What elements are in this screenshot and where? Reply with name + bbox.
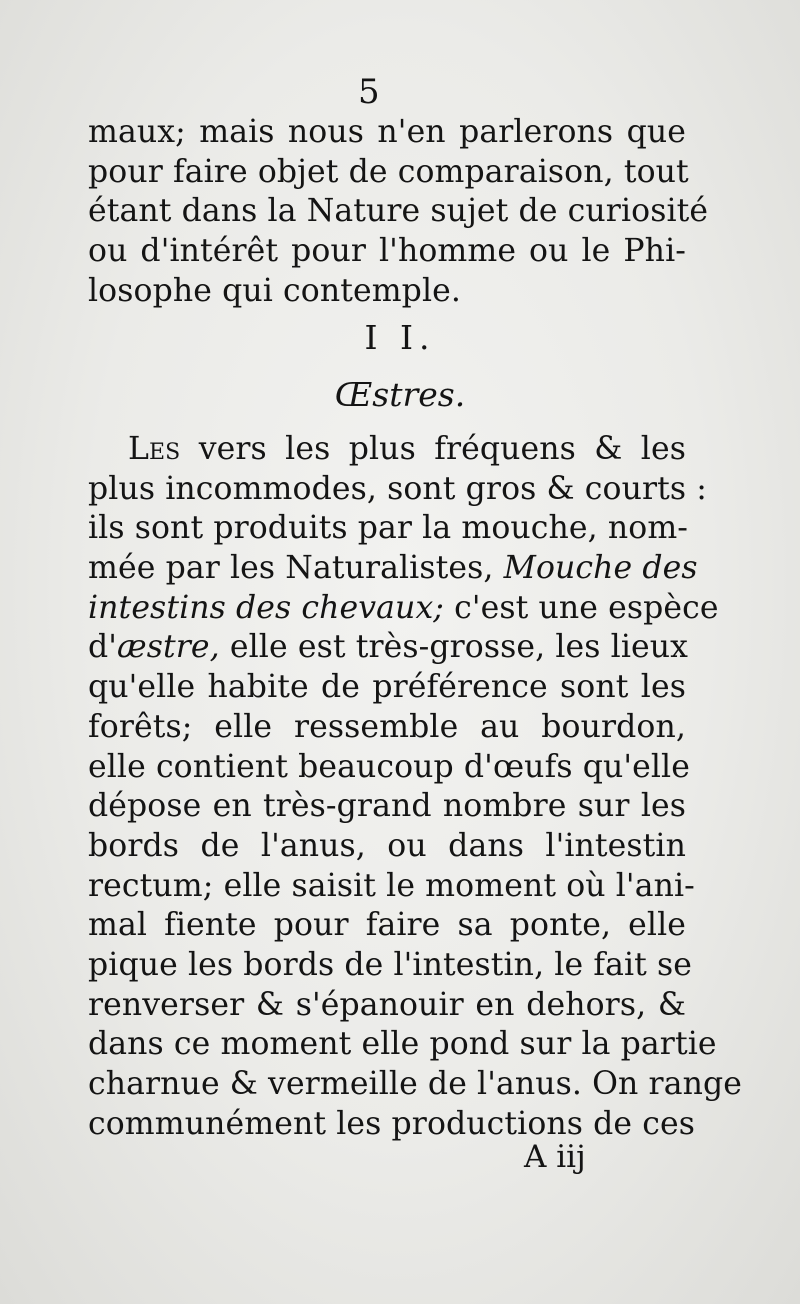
section-title: Œstres. xyxy=(334,375,466,414)
text-line: étant dans la Nature sujet de curiosité xyxy=(88,193,709,230)
text-line xyxy=(88,430,686,470)
signature-mark: A iij xyxy=(524,1139,586,1175)
text-line: rectum; elle saisit le moment où l'ani- xyxy=(88,867,695,904)
text-line: mal fiente pour faire sa ponte, elle xyxy=(88,907,686,944)
text-line: dans ce moment elle pond sur la partie xyxy=(88,1026,717,1063)
text-line: plus incommodes, sont gros & courts : xyxy=(88,470,707,507)
text-line: forêts; elle ressemble au bourdon, xyxy=(88,708,686,745)
lead-word: Les xyxy=(128,431,181,467)
text-line: dépose en très-grand nombre sur les xyxy=(88,788,686,825)
page-number: 5 xyxy=(358,72,380,112)
main-paragraph xyxy=(88,430,742,1144)
text-segment: mée par les Naturalistes, xyxy=(88,550,504,587)
text-segment: vers les plus fréquens & les xyxy=(180,431,686,467)
top-paragraph xyxy=(88,113,709,311)
text-segment: c'est une espèce xyxy=(444,589,719,626)
text-line: pour faire objet de comparaison, tout xyxy=(88,153,689,190)
text-line: pique les bords de l'intestin, le fait se xyxy=(88,946,693,983)
section-number: I I. xyxy=(364,318,436,357)
text-line: communément les productions de ces xyxy=(88,1105,696,1142)
text-line: maux; mais nous n'en parlerons que xyxy=(88,114,686,150)
text-line xyxy=(88,549,698,589)
italic-segment: æstre, xyxy=(117,629,220,666)
text-line: losophe qui contemple. xyxy=(88,272,461,309)
text-segment: d' xyxy=(88,629,118,666)
text-line: bords de l'anus, ou dans l'intestin xyxy=(88,827,686,864)
text-line: ou d'intérêt pour l'homme ou le Phi- xyxy=(88,233,686,270)
text-line: charnue & vermeille de l'anus. On range xyxy=(88,1066,742,1102)
text-line: ils sont produits par la mouche, nom- xyxy=(88,510,689,547)
text-segment: elle est très-grosse, les lieux xyxy=(219,629,689,666)
text-line: elle contient beaucoup d'œufs qu'elle xyxy=(88,748,690,785)
text-line: qu'elle habite de préférence sont les xyxy=(88,669,686,706)
text-line xyxy=(88,628,689,668)
italic-segment: Mouche des xyxy=(503,550,698,587)
text-line: renverser & s'épanouir en dehors, & xyxy=(88,986,686,1023)
italic-segment: intestins des chevaux; xyxy=(88,589,445,626)
text-line xyxy=(88,589,719,629)
